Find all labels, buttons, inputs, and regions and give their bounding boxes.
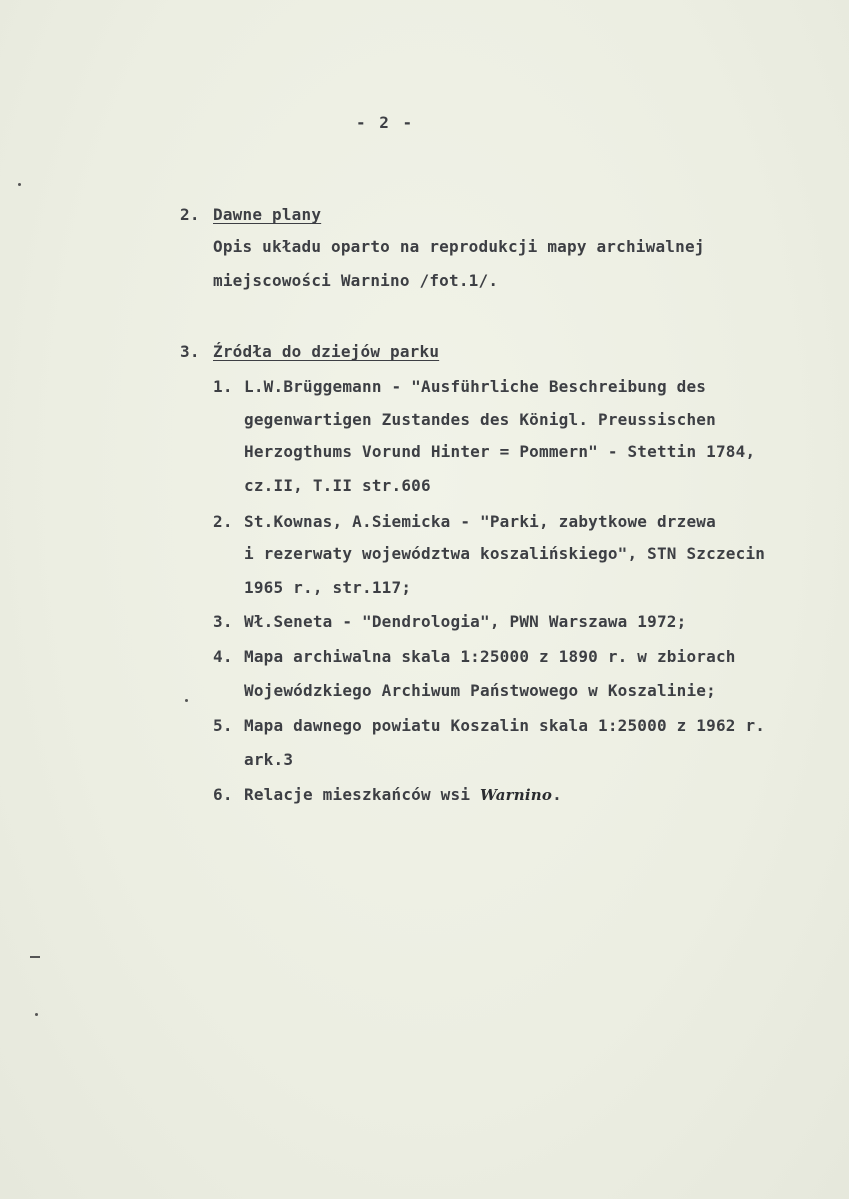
source-item-3-number: 3. xyxy=(213,612,233,631)
source-item-5-line-2: ark.3 xyxy=(244,750,294,769)
section-2-heading: Dawne plany xyxy=(213,205,322,224)
source-item-4-number: 4. xyxy=(213,647,233,666)
source-item-2-line-2: i rezerwaty województwa koszalińskiego", STN Szczecin xyxy=(244,544,766,563)
section-2-line-2: miejscowości Warnino /fot.1/. xyxy=(213,271,499,290)
source-item-3-line-1: Wł.Seneta - "Dendrologia", PWN Warszawa 1972; xyxy=(244,612,687,631)
source-item-6-end: . xyxy=(552,785,562,804)
source-item-5-number: 5. xyxy=(213,716,233,735)
source-item-1-line-1: L.W.Brüggemann - "Ausführliche Beschreibung des xyxy=(244,377,707,396)
source-item-2-number: 2. xyxy=(213,512,233,531)
source-item-6-number: 6. xyxy=(213,785,233,804)
section-2-number: 2. xyxy=(180,205,200,224)
source-item-1-number: 1. xyxy=(213,377,233,396)
source-item-4-line-2: Wojewódzkiego Archiwum Państwowego w Koszalinie; xyxy=(244,681,716,700)
source-item-2-line-1: St.Kownas, A.Siemicka - "Parki, zabytkowe drzewa xyxy=(244,512,716,531)
source-item-4-line-1: Mapa archiwalna skala 1:25000 z 1890 r. w zbiorach xyxy=(244,647,736,666)
source-item-2-line-3: 1965 r., str.117; xyxy=(244,578,412,597)
section-2-line-1: Opis układu oparto na reprodukcji mapy archiwalnej xyxy=(213,237,705,256)
source-item-6-line-1 xyxy=(244,785,562,804)
scan-speck xyxy=(18,183,21,186)
source-item-1-line-3: Herzogthums Vorund Hinter = Pommern" - Stettin 1784, xyxy=(244,442,756,461)
source-item-5-line-1: Mapa dawnego powiatu Koszalin skala 1:25000 z 1962 r. xyxy=(244,716,766,735)
section-3-number: 3. xyxy=(180,342,200,361)
source-item-1-line-4: cz.II, T.II str.606 xyxy=(244,476,431,495)
source-item-6-text: Relacje mieszkańców wsi xyxy=(244,785,480,804)
handwritten-village-name: Warnino xyxy=(480,786,553,804)
source-item-1-line-2: gegenwartigen Zustandes des Königl. Preussischen xyxy=(244,410,716,429)
page-number: - 2 - xyxy=(356,113,415,132)
section-3-heading: Źródła do dziejów parku xyxy=(213,342,440,361)
scan-speck xyxy=(185,699,188,702)
scan-speck xyxy=(35,1013,38,1016)
scan-mark xyxy=(30,956,40,958)
